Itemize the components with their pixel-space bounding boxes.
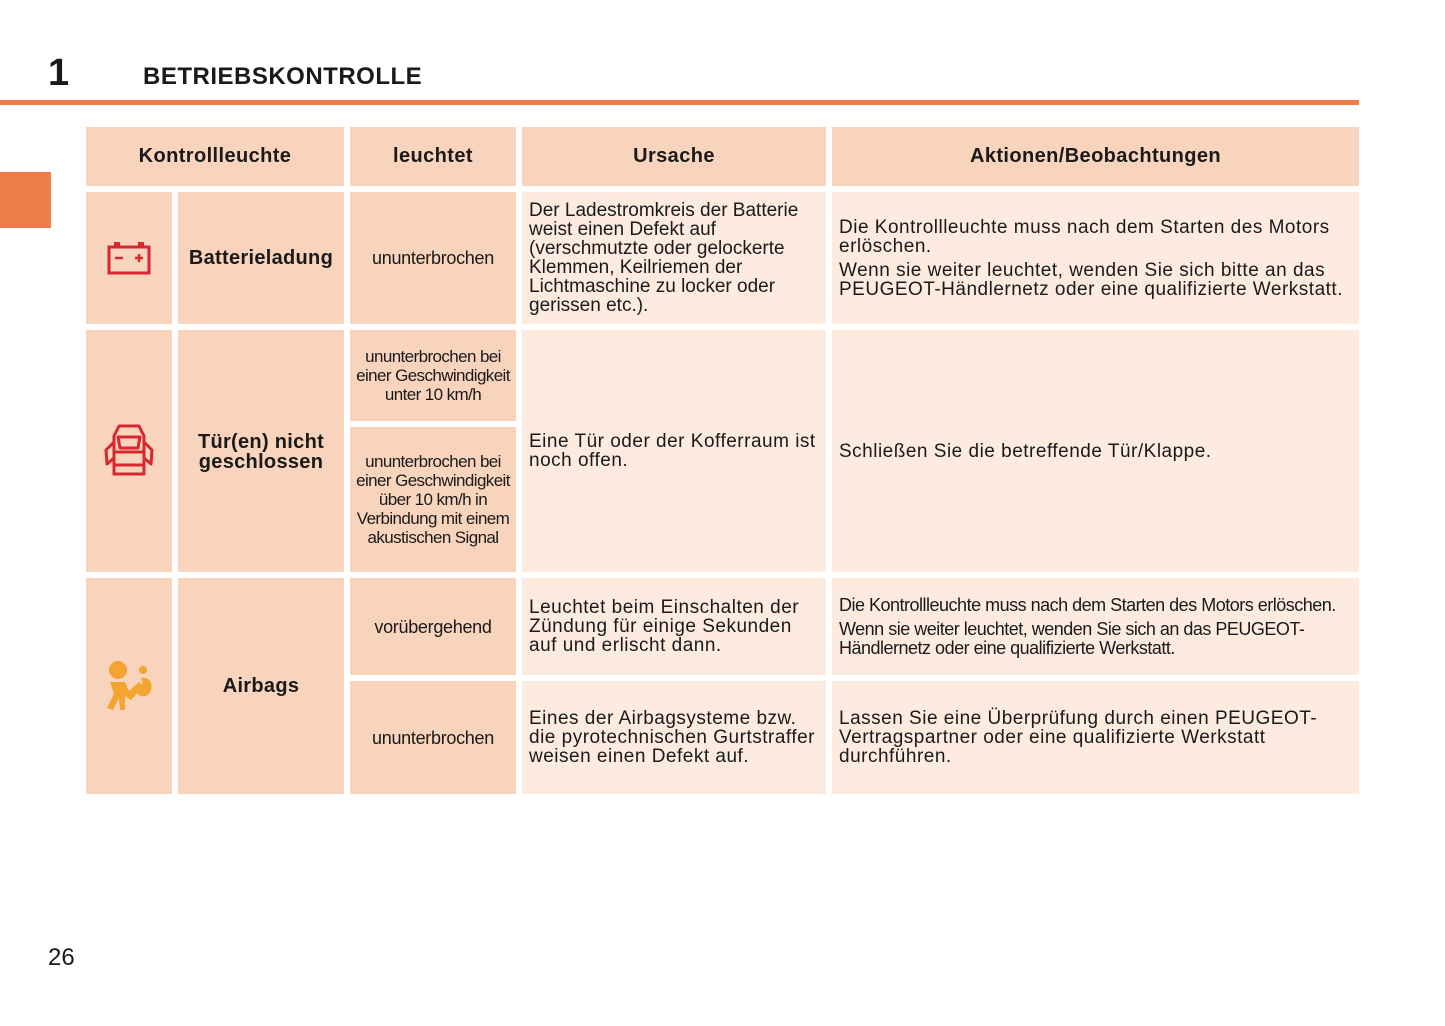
airbag-action-1a: Die Kontrollleuchte muss nach dem Starten des Motors erlöschen. [839,594,1336,615]
open-door-icon [104,422,154,480]
doors-state-2: ununterbrochen bei einer Geschwindigkeit über 10 km/h in Verbindung mit einem akustischen Signal [356,452,510,547]
column-header-leuchtet: leuchtet [350,127,516,186]
battery-label-cell [178,192,344,324]
airbag-state-1-cell [350,578,516,675]
airbag-action-1-cell [832,578,1359,675]
battery-action-1: Die Kontrollleuchte muss nach dem Starten des Motors erlöschen. [839,216,1330,257]
battery-icon-cell [86,192,172,324]
doors-state-1-cell [350,330,516,421]
airbag-cause-1-cell [522,578,826,675]
battery-state-cell [350,192,516,324]
battery-state: ununterbrochen [372,248,494,268]
doors-state-2-cell [350,427,516,572]
battery-action-2: Wenn sie weiter leuchtet, wenden Sie sich bitte an das PEUGEOT-Händlernetz oder eine qualifizierte Werkstatt. [839,259,1343,300]
chapter-number: 1 [48,52,70,94]
airbag-action-2-cell [832,681,1359,794]
airbag-cause-1: Leuchtet beim Einschalten der Zündung für einige Sekunden auf und erlischt dann. [529,597,800,656]
battery-action-cell [832,192,1359,324]
doors-label-cell [178,330,344,572]
battery-label: Batterieladung [188,247,334,269]
airbag-cause-2-cell [522,681,826,794]
doors-cause: Eine Tür oder der Kofferraum ist noch offen. [529,431,816,471]
doors-state-1: ununterbrochen bei einer Geschwindigkeit unter 10 km/h [356,347,510,404]
battery-cause-cell [522,192,826,324]
doors-action: Schließen Sie die betreffende Tür/Klappe. [839,440,1212,462]
column-header-kontrollleuchte: Kontrollleuchte [86,127,344,186]
column-header-ursache: Ursache [522,127,826,186]
battery-icon [106,241,152,275]
header-rule [0,100,1359,105]
airbag-state-2-cell [350,681,516,794]
airbag-label: Airbags [222,675,300,697]
page-title: BETRIEBSKONTROLLE [143,63,423,90]
airbag-icon [103,660,155,712]
doors-label: Tür(en) nicht geschlossen [197,431,325,473]
airbag-action-2: Lassen Sie eine Überprüfung durch einen PEUGEOT-Vertragspartner oder eine qualifizierte Werkstatt durchführen. [839,708,1318,767]
column-header-aktionen: Aktionen/Beobachtungen [832,127,1359,186]
airbag-state-1: vorübergehend [374,616,492,637]
doors-action-cell [832,330,1359,572]
airbag-action-1b: Wenn sie weiter leuchtet, wenden Sie sich an das PEUGEOT-Händlernetz oder eine qualifizierte Werkstatt. [839,618,1305,658]
page-number: 26 [48,944,75,971]
airbag-label-cell [178,578,344,794]
doors-icon-cell [86,330,172,572]
battery-cause: Der Ladestromkreis der Batterie weist einen Defekt auf (verschmutzte oder gelockerte Klemmen, Keilriemen der Lichtmaschine zu locker oder gerissen etc.). [529,200,799,316]
airbag-icon-cell [86,578,172,794]
doors-cause-cell [522,330,826,572]
airbag-state-2: ununterbrochen [372,727,494,748]
airbag-cause-2: Eines der Airbagsysteme bzw. die pyrotechnischen Gurtstraffer weisen einen Defekt auf. [529,708,816,767]
chapter-tab [0,172,51,228]
